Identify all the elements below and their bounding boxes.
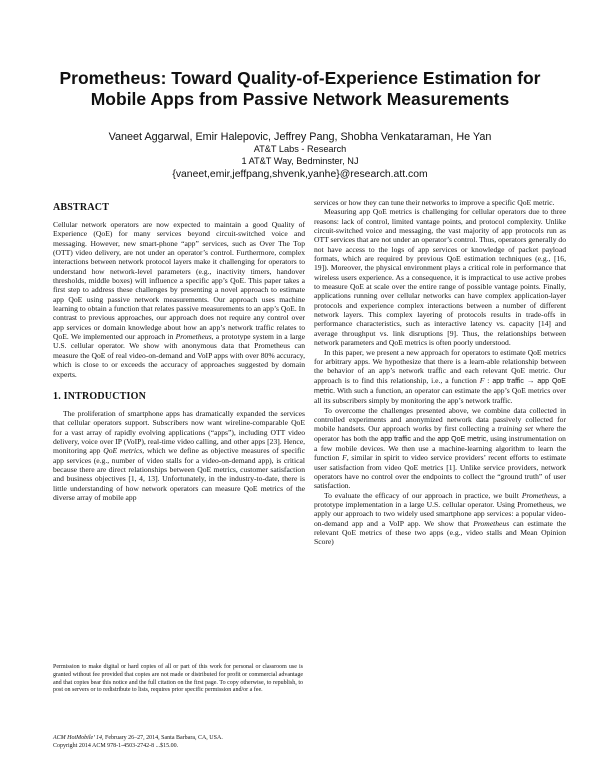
paper-title: Prometheus: Toward Quality-of-Experience Estimation for Mobile Apps from Passive Network Measurements	[59, 68, 541, 109]
affiliation-org: AT&T Labs - Research	[253, 144, 347, 154]
author-list: Vaneet Aggarwal, Emir Halepovic, Jeffrey Pang, Shobha Venkataraman, He Yan	[108, 131, 492, 143]
intro-paragraph: The proliferation of smartphone apps has dramatically expanded the services that cellular operators support. Subscribers now want wireline-comparable QoE for a vast array of rapidly evolving applications (“apps”), including OTT video delivery, voice over IP (VoIP), real-time video calling, and other apps [23]. Hence, monitoring app QoE metrics, which we define as objective measures of specific app services (e.g., number of video stalls for a video-on-demand app), is critical because there are direct relationships between QoE metrics, customer satisfaction and business objectives [1, 4, 13]. Unfortunately, in the industry-to-date, there is little understanding of how network operators can measure QoE metrics of the diverse array of mobile app	[53, 408, 305, 502]
permission-notice: Permission to make digital or hard copies of all or part of this work for personal or classroom use is granted without fee provided that copies are not made or distributed for profit or commercial advantage and that copies bear this notice and the full citation on the first page. To copy otherwise, to republish, to post on servers or to redistribute to lists, requires prior specific permission and/or a fee.	[53, 664, 303, 694]
author-block	[40, 130, 560, 181]
left-column	[53, 201, 305, 502]
venue-info	[53, 735, 305, 751]
intro-heading: 1. INTRODUCTION	[53, 390, 147, 402]
venue-details: February 26–27, 2014, Santa Barbara, CA, USA.	[103, 735, 223, 741]
body-paragraph: In this paper, we present a new approach for operators to estimate QoE metrics for arbitrary apps. We hypothesize that there is a learn-able relationship between the behavior of an app’s network traffic and each relevant QoE metric. Our approach is to find this relationship, i.e., a function F : app traffic → app QoE metric. With such a function, an operator can estimate the app’s QoE metrics over all its subscribers simply by monitoring the app’s network traffic.	[314, 347, 566, 406]
body-paragraph: services or how they can tune their networks to improve a specific QoE metric.	[314, 198, 555, 207]
right-column	[314, 198, 566, 547]
body-paragraph: Measuring app QoE metrics is challenging for cellular operators due to three reasons: lack of control, limited vantage points, and protocol complexity. Unlike circuit-switched voice and messaging, the vast majority of app protocols run as OTT services that are not under an operator’s control. Thus, operators generally do not have access to the logs of app services or knowledge of packet payload formats, which are required by previous QoE estimation techniques (e.g., [16, 19]). Moreover, the physical environment plays a critical role in performance that wireless users experience. As a consequence, it is impractical to use active probes to measure QoE at scale over the entire range of possible vantage points. Finally, applications running over cellular networks can have complex application-layer protocols and experience complex interactions between a number of different network layers. This complex layering of protocols results in trade-offs in performance characteristics, such as interactive latency vs. capacity [14] and average throughput vs. link disruptions [9]. Thus, the relationships between network parameters and QoE metrics is often poorly understood.	[314, 207, 566, 348]
abstract-heading: ABSTRACT	[53, 202, 110, 213]
copyright-line: Copyright 2014 ACM 978-1-4503-2742-8 ...$15.00.	[53, 742, 179, 749]
affiliation-address: 1 AT&T Way, Bedminster, NJ	[241, 155, 359, 166]
abstract-paragraph: Cellular network operators are now expected to maintain a good Quality of Experience (QoE) for many services beyond circuit-switched voice and messaging. However, new smart-phone “app” services, such as Over The Top (OTT) video delivery, are not under an operator’s control. Furthermore, complex interactions between network protocol layers make it challenging for operators to understand how network-level parameters (e.g., inactivity timers, handover thresholds, middle boxes) will influence a specific app’s QoE. This paper takes a first step to address these challenges by presenting a novel approach to estimate app QoE using passive network measurements. Our approach uses machine learning to obtain a function that relates passive measurements to an app’s QoE. In contrast to previous approaches, our approach does not require any control over app services or domain knowledge about how an app’s network traffic relates to QoE. We implemented our approach in Prometheus, a prototype system in a large U.S. cellular operator. We show with anonymous data that Prometheus can measure the QoE of real video-on-demand and VoIP apps with over 80% accuracy, which is close to or exceeds the accuracy of approaches suggested by domain experts.	[53, 220, 305, 379]
author-emails: {vaneet,emir,jeffpang,shvenk,yanhe}@research.att.com	[172, 169, 428, 180]
venue-conference: ACM HotMobile’ 14,	[53, 735, 104, 741]
body-paragraph: To evaluate the efficacy of our approach in practice, we built Prometheus, a prototype implementation in a large U.S. cellular operator. Using Prometheus, we apply our approach to two widely used smartphone app services: a popular video-on-demand app and a VoIP app. We show that Prometheus can estimate the relevant QoE metrics of these two apps (e.g., video stalls and Mean Opinion Score)	[314, 490, 567, 547]
body-paragraph: To overcome the challenges presented above, we combine data collected in controlled experiments and anonymized network data passively collected for mobile handsets. Our approach works by first collecting a training set where the operator has both the app traffic and the app QoE metric, using instrumentation on a few mobile devices. We then use a machine-learning algorithm to learn the function F, similar in spirit to video service providers’ recent efforts to estimate user satisfaction from video QoE metrics [1]. Unlike service providers, network operators have no control over the endpoints to collect the “ground truth” of user satisfaction.	[314, 405, 567, 491]
